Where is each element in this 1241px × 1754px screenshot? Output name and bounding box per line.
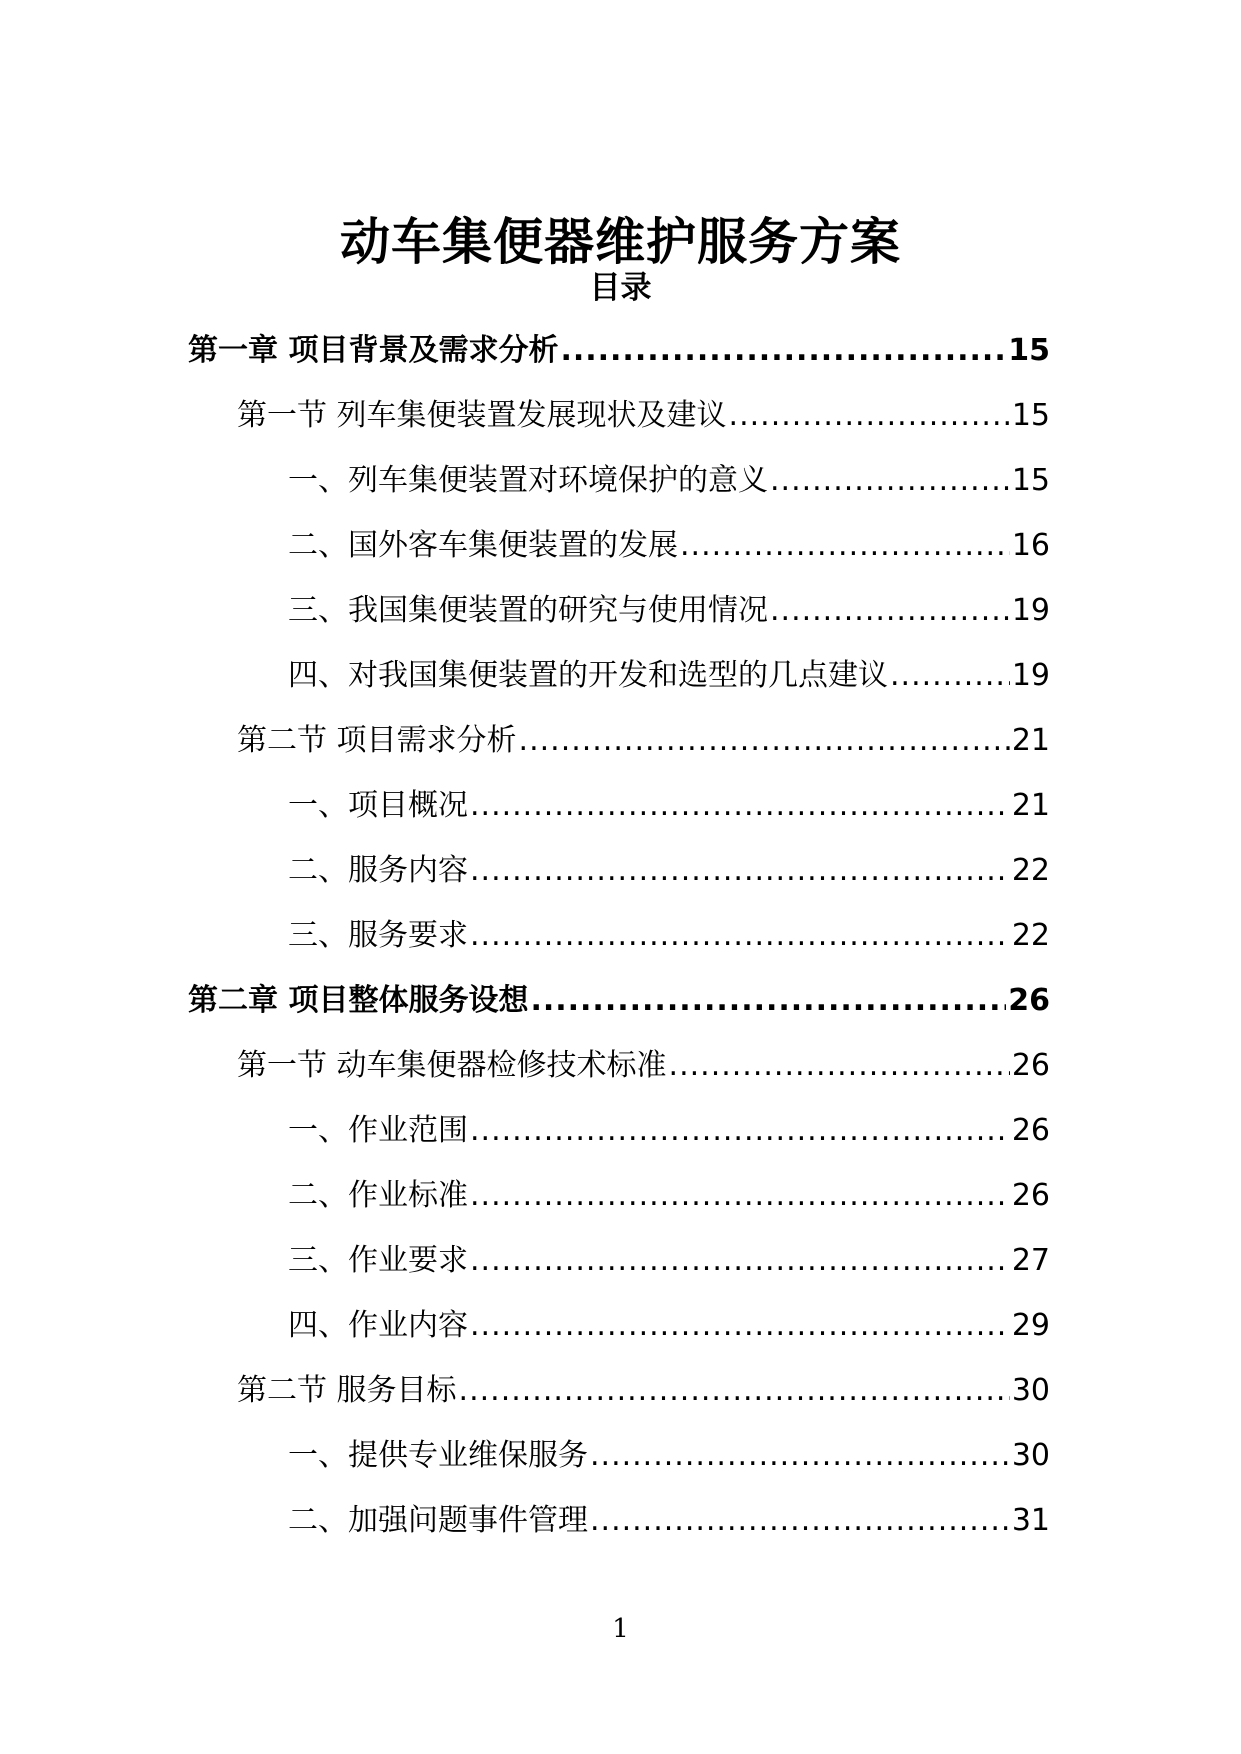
- toc-entry-title: 二、加强问题事件管理: [288, 1503, 588, 1538]
- toc-dot-leader: [470, 908, 1010, 964]
- toc-entry-title: 二、作业标准: [288, 1178, 468, 1213]
- toc-dot-leader: [459, 1363, 1010, 1419]
- page-number: 1: [612, 1614, 629, 1644]
- toc-entry-page: 31: [1011, 1503, 1050, 1538]
- toc-entry[interactable]: [0, 388, 1241, 453]
- toc-entry-title: 三、我国集便装置的研究与使用情况: [288, 593, 768, 628]
- toc-entry-page: 15: [1011, 463, 1050, 498]
- toc-entry-page: 22: [1011, 853, 1050, 888]
- toc-entry[interactable]: [0, 1168, 1241, 1233]
- toc-entry[interactable]: [0, 583, 1241, 648]
- toc-entry[interactable]: [0, 1493, 1241, 1558]
- toc-dot-leader: [560, 323, 1006, 379]
- toc-entry-page: 19: [1011, 593, 1050, 628]
- toc-entry-title: 第一章 项目背景及需求分析: [188, 333, 559, 368]
- toc-dot-leader: [470, 1233, 1010, 1289]
- toc-entry-page: 21: [1011, 723, 1050, 758]
- toc-entry-page: 30: [1011, 1438, 1050, 1473]
- toc-dot-leader: [680, 518, 1010, 574]
- toc-entry-title: 一、提供专业维保服务: [288, 1438, 588, 1473]
- toc-entry-title: 一、列车集便装置对环境保护的意义: [288, 463, 768, 498]
- toc-entry-title: 四、作业内容: [288, 1308, 468, 1343]
- toc-dot-leader: [590, 1493, 1010, 1549]
- toc-entry-page: 27: [1011, 1243, 1050, 1278]
- toc-dot-leader: [770, 583, 1010, 639]
- toc-entry[interactable]: [0, 908, 1241, 973]
- toc-entry[interactable]: [0, 843, 1241, 908]
- toc-dot-leader: [470, 1298, 1010, 1354]
- toc-dot-leader: [590, 1428, 1010, 1484]
- toc-entry-page: 19: [1011, 658, 1050, 693]
- toc-dot-leader: [470, 778, 1010, 834]
- toc-entry[interactable]: [0, 1038, 1241, 1103]
- toc-dot-leader: [890, 648, 1010, 704]
- toc-entry-title: 第一节 动车集便器检修技术标准: [237, 1048, 667, 1083]
- toc-dot-leader: [669, 1038, 1010, 1094]
- toc-entry[interactable]: [0, 518, 1241, 583]
- toc-entry-title: 第一节 列车集便装置发展现状及建议: [237, 398, 727, 433]
- toc-entry-page: 15: [1008, 333, 1050, 368]
- toc-entry-page: 16: [1011, 528, 1050, 563]
- toc-entry-title: 二、服务内容: [288, 853, 468, 888]
- toc-entry[interactable]: [0, 1103, 1241, 1168]
- toc-entry-page: 29: [1011, 1308, 1050, 1343]
- toc-entry[interactable]: [0, 1233, 1241, 1298]
- toc-entry-page: 30: [1011, 1373, 1050, 1408]
- toc-entry-page: 26: [1011, 1048, 1050, 1083]
- toc-entry-title: 二、国外客车集便装置的发展: [288, 528, 678, 563]
- toc-dot-leader: [470, 1168, 1010, 1224]
- toc-entry-page: 26: [1008, 983, 1050, 1018]
- toc-entry-page: 21: [1011, 788, 1050, 823]
- toc-entry[interactable]: [0, 1363, 1241, 1428]
- toc-entry[interactable]: [0, 323, 1241, 388]
- toc-dot-leader: [519, 713, 1010, 769]
- toc-dot-leader: [729, 388, 1010, 444]
- toc-dot-leader: [470, 1103, 1010, 1159]
- toc-entry[interactable]: [0, 1298, 1241, 1363]
- toc-dot-leader: [770, 453, 1010, 509]
- toc-entry-title: 第二节 服务目标: [237, 1373, 457, 1408]
- toc-dot-leader: [530, 973, 1006, 1029]
- toc-entry-title: 四、对我国集便装置的开发和选型的几点建议: [288, 658, 888, 693]
- toc-entry-title: 一、项目概况: [288, 788, 468, 823]
- toc-heading: 目录: [589, 270, 652, 306]
- toc-entry-title: 一、作业范围: [288, 1113, 468, 1148]
- toc-entry[interactable]: [0, 713, 1241, 778]
- toc-entry-page: 26: [1011, 1113, 1050, 1148]
- toc-dot-leader: [470, 843, 1010, 899]
- toc-entry[interactable]: [0, 778, 1241, 843]
- toc-entry-title: 三、服务要求: [288, 918, 468, 953]
- toc-entry[interactable]: [0, 1428, 1241, 1493]
- toc-entry-title: 第二章 项目整体服务设想: [188, 983, 529, 1018]
- toc-entry-page: 22: [1011, 918, 1050, 953]
- document-title: 动车集便器维护服务方案: [340, 212, 901, 271]
- toc-entry-page: 15: [1011, 398, 1050, 433]
- toc-entry[interactable]: [0, 453, 1241, 518]
- toc-entry[interactable]: [0, 973, 1241, 1038]
- toc-entry-title: 第二节 项目需求分析: [237, 723, 517, 758]
- toc-entry[interactable]: [0, 648, 1241, 713]
- toc-entry-title: 三、作业要求: [288, 1243, 468, 1278]
- table-of-contents: [0, 323, 1241, 1558]
- toc-entry-page: 26: [1011, 1178, 1050, 1213]
